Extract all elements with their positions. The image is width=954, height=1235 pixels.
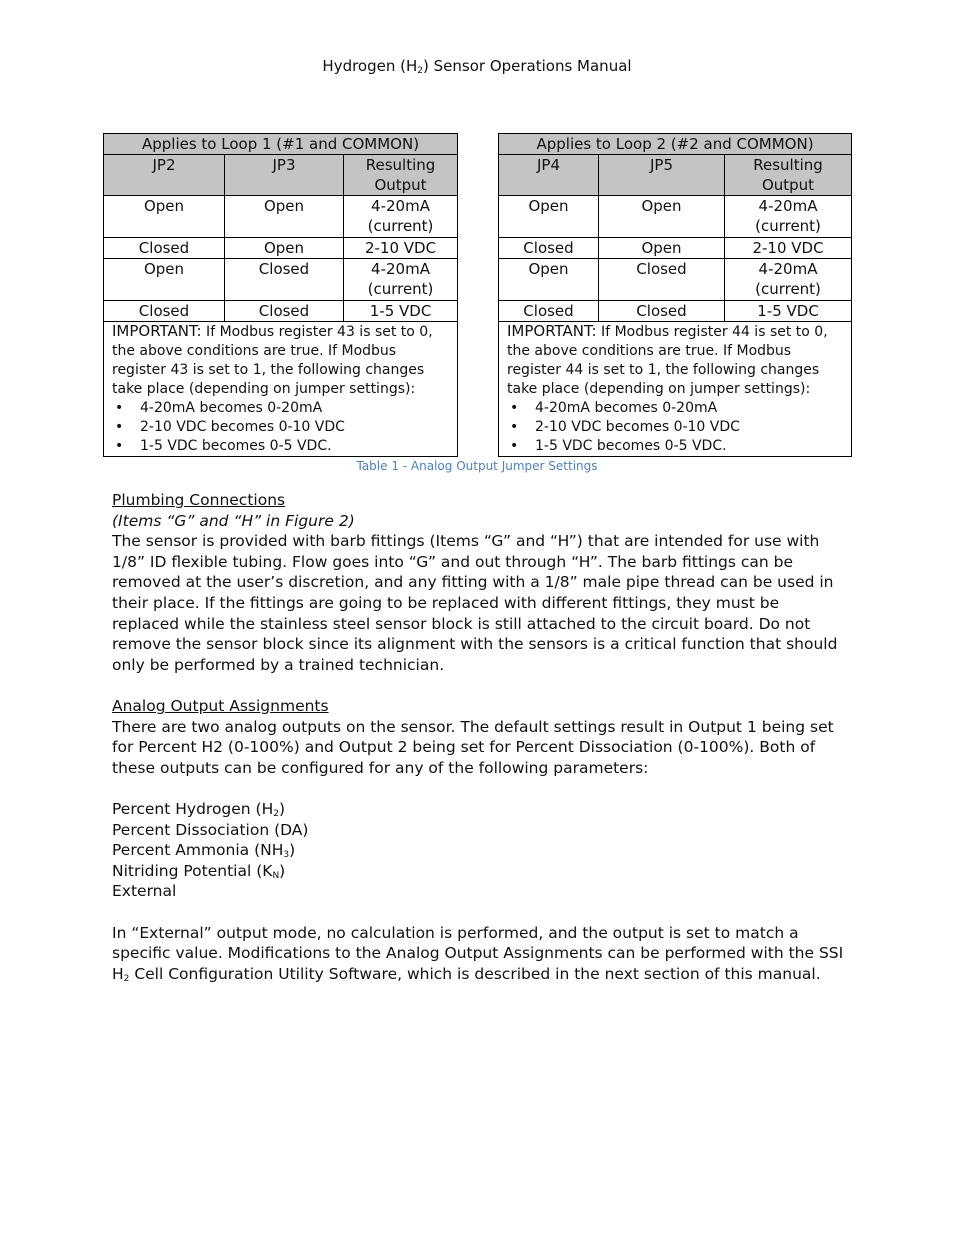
parameter-item: Percent Dissociation (DA) [112, 820, 309, 839]
section-body: There are two analog outputs on the sensor. The default settings result in Output 1 being set for Percent H2 (0-100%) and Output 2 being set for Percent Dissociation (0-100%). Both of these outputs can be configured for any of the following parameters: [112, 717, 834, 777]
table-cell: 4-20mA (current) [344, 196, 458, 238]
list-item: • 4-20mA becomes 0-20mA [507, 399, 847, 418]
header-title-sub: 2 [417, 66, 424, 76]
table-cell: Closed [225, 259, 344, 301]
column-header: JP2 [104, 155, 225, 196]
section-body: The sensor is provided with barb fittings (Items “G” and “H”) that are intended for use with 1/8” ID flexible tubing. Flow goes into “G” and out through “H”. The barb fittings can be removed at the user’s discretion, and any fitting with a 1/8” male pipe thread can be used in their place. If the fittings are going to be replaced with different fittings, they must be replaced while the stainless steel sensor block is still attached to the circuit board. Do not remove the sensor block since its alignment with the sensors is a critical function that should only be performed by a trained technician. [112, 532, 838, 674]
list-item: • 2-10 VDC becomes 0-10 VDC [507, 418, 847, 437]
column-header: JP4 [499, 155, 599, 196]
table-row [104, 196, 458, 238]
column-header: Resulting Output [344, 155, 458, 196]
table-row [104, 238, 458, 259]
parameter-item: Percent Hydrogen $(H_2)$ [112, 799, 286, 819]
table-cell: Open [499, 259, 599, 301]
table-cell: Closed [104, 301, 225, 322]
external-mode-paragraph: In “External” output mode, no calculation is performed, and the output is set to match a specific value. Modifications to the Analog Output Assignments can be performed with the SSI $H_2$ Cell Configuration Utility Software, which is described in the next section of this manual. [112, 923, 844, 984]
table-cell: Closed [599, 301, 725, 322]
note-lead: IMPORTANT: [507, 322, 597, 340]
section-subheading: (Items “G” and “H” in Figure 2) [112, 511, 355, 530]
table-cell: 4-20mA (current) [725, 196, 852, 238]
table-row [499, 301, 852, 322]
note-text: If Modbus register 43 is set to 0, the above conditions are true. If Modbus register 43 is set to 1, the following changes take place (depending on jumper settings): [112, 324, 433, 397]
note-bullet-list [112, 399, 453, 456]
table-cell: Open [599, 196, 725, 238]
table-caption: Table 1 - Analog Output Jumper Settings [356, 459, 598, 473]
important-note [499, 322, 852, 457]
section-heading: Plumbing Connections [112, 491, 286, 509]
table-row [104, 301, 458, 322]
jumper-table-loop2 [498, 133, 852, 457]
table-cell: Open [104, 196, 225, 238]
column-header: Resulting Output [725, 155, 852, 196]
note-text: If Modbus register 44 is set to 0, the above conditions are true. If Modbus register 44 is set to 1, the following changes take place (depending on jumper settings): [507, 324, 828, 397]
column-header: JP5 [599, 155, 725, 196]
parameter-item: External [112, 882, 177, 901]
page-header [0, 56, 954, 76]
plumbing-section [112, 490, 847, 675]
table-cell: Closed [599, 259, 725, 301]
parameter-item: Percent Ammonia $(NH_3)$ [112, 841, 296, 861]
table-cell: 1-5 VDC [344, 301, 458, 322]
table-cell: Open [499, 196, 599, 238]
table-cell: Closed [499, 301, 599, 322]
table-title: Applies to Loop 1 (#1 and COMMON) [104, 134, 458, 155]
analog-section [112, 696, 847, 984]
list-item: • 1-5 VDC becomes 0-5 VDC. [112, 437, 453, 456]
important-note [104, 322, 458, 457]
table-title: Applies to Loop 2 (#2 and COMMON) [499, 134, 852, 155]
parameter-item: Nitriding Potential $(K_N)$ [112, 861, 286, 881]
table-cell: Closed [104, 238, 225, 259]
table-cell: 2-10 VDC [344, 238, 458, 259]
table-row [499, 238, 852, 259]
table-cell: Closed [225, 301, 344, 322]
jumper-table-loop1 [103, 133, 458, 457]
table-row [499, 259, 852, 301]
table-row [499, 196, 852, 238]
list-item: • 2-10 VDC becomes 0-10 VDC [112, 418, 453, 437]
table-cell: 2-10 VDC [725, 238, 852, 259]
table-cell: 1-5 VDC [725, 301, 852, 322]
table-cell: 4-20mA (current) [344, 259, 458, 301]
note-lead: IMPORTANT: [112, 322, 202, 340]
table-cell: Open [104, 259, 225, 301]
table-cell: Open [599, 238, 725, 259]
header-title-pre: Hydrogen (H [322, 57, 418, 75]
note-bullet-list [507, 399, 847, 456]
section-heading: Analog Output Assignments [112, 697, 329, 715]
column-header: JP3 [225, 155, 344, 196]
table-row [104, 259, 458, 301]
table-cell: Open [225, 238, 344, 259]
list-item: • 1-5 VDC becomes 0-5 VDC. [507, 437, 847, 456]
table-cell: Open [225, 196, 344, 238]
list-item: • 4-20mA becomes 0-20mA [112, 399, 453, 418]
table-cell: Closed [499, 238, 599, 259]
header-title-post: ) Sensor Operations Manual [423, 57, 632, 75]
table-cell: 4-20mA (current) [725, 259, 852, 301]
